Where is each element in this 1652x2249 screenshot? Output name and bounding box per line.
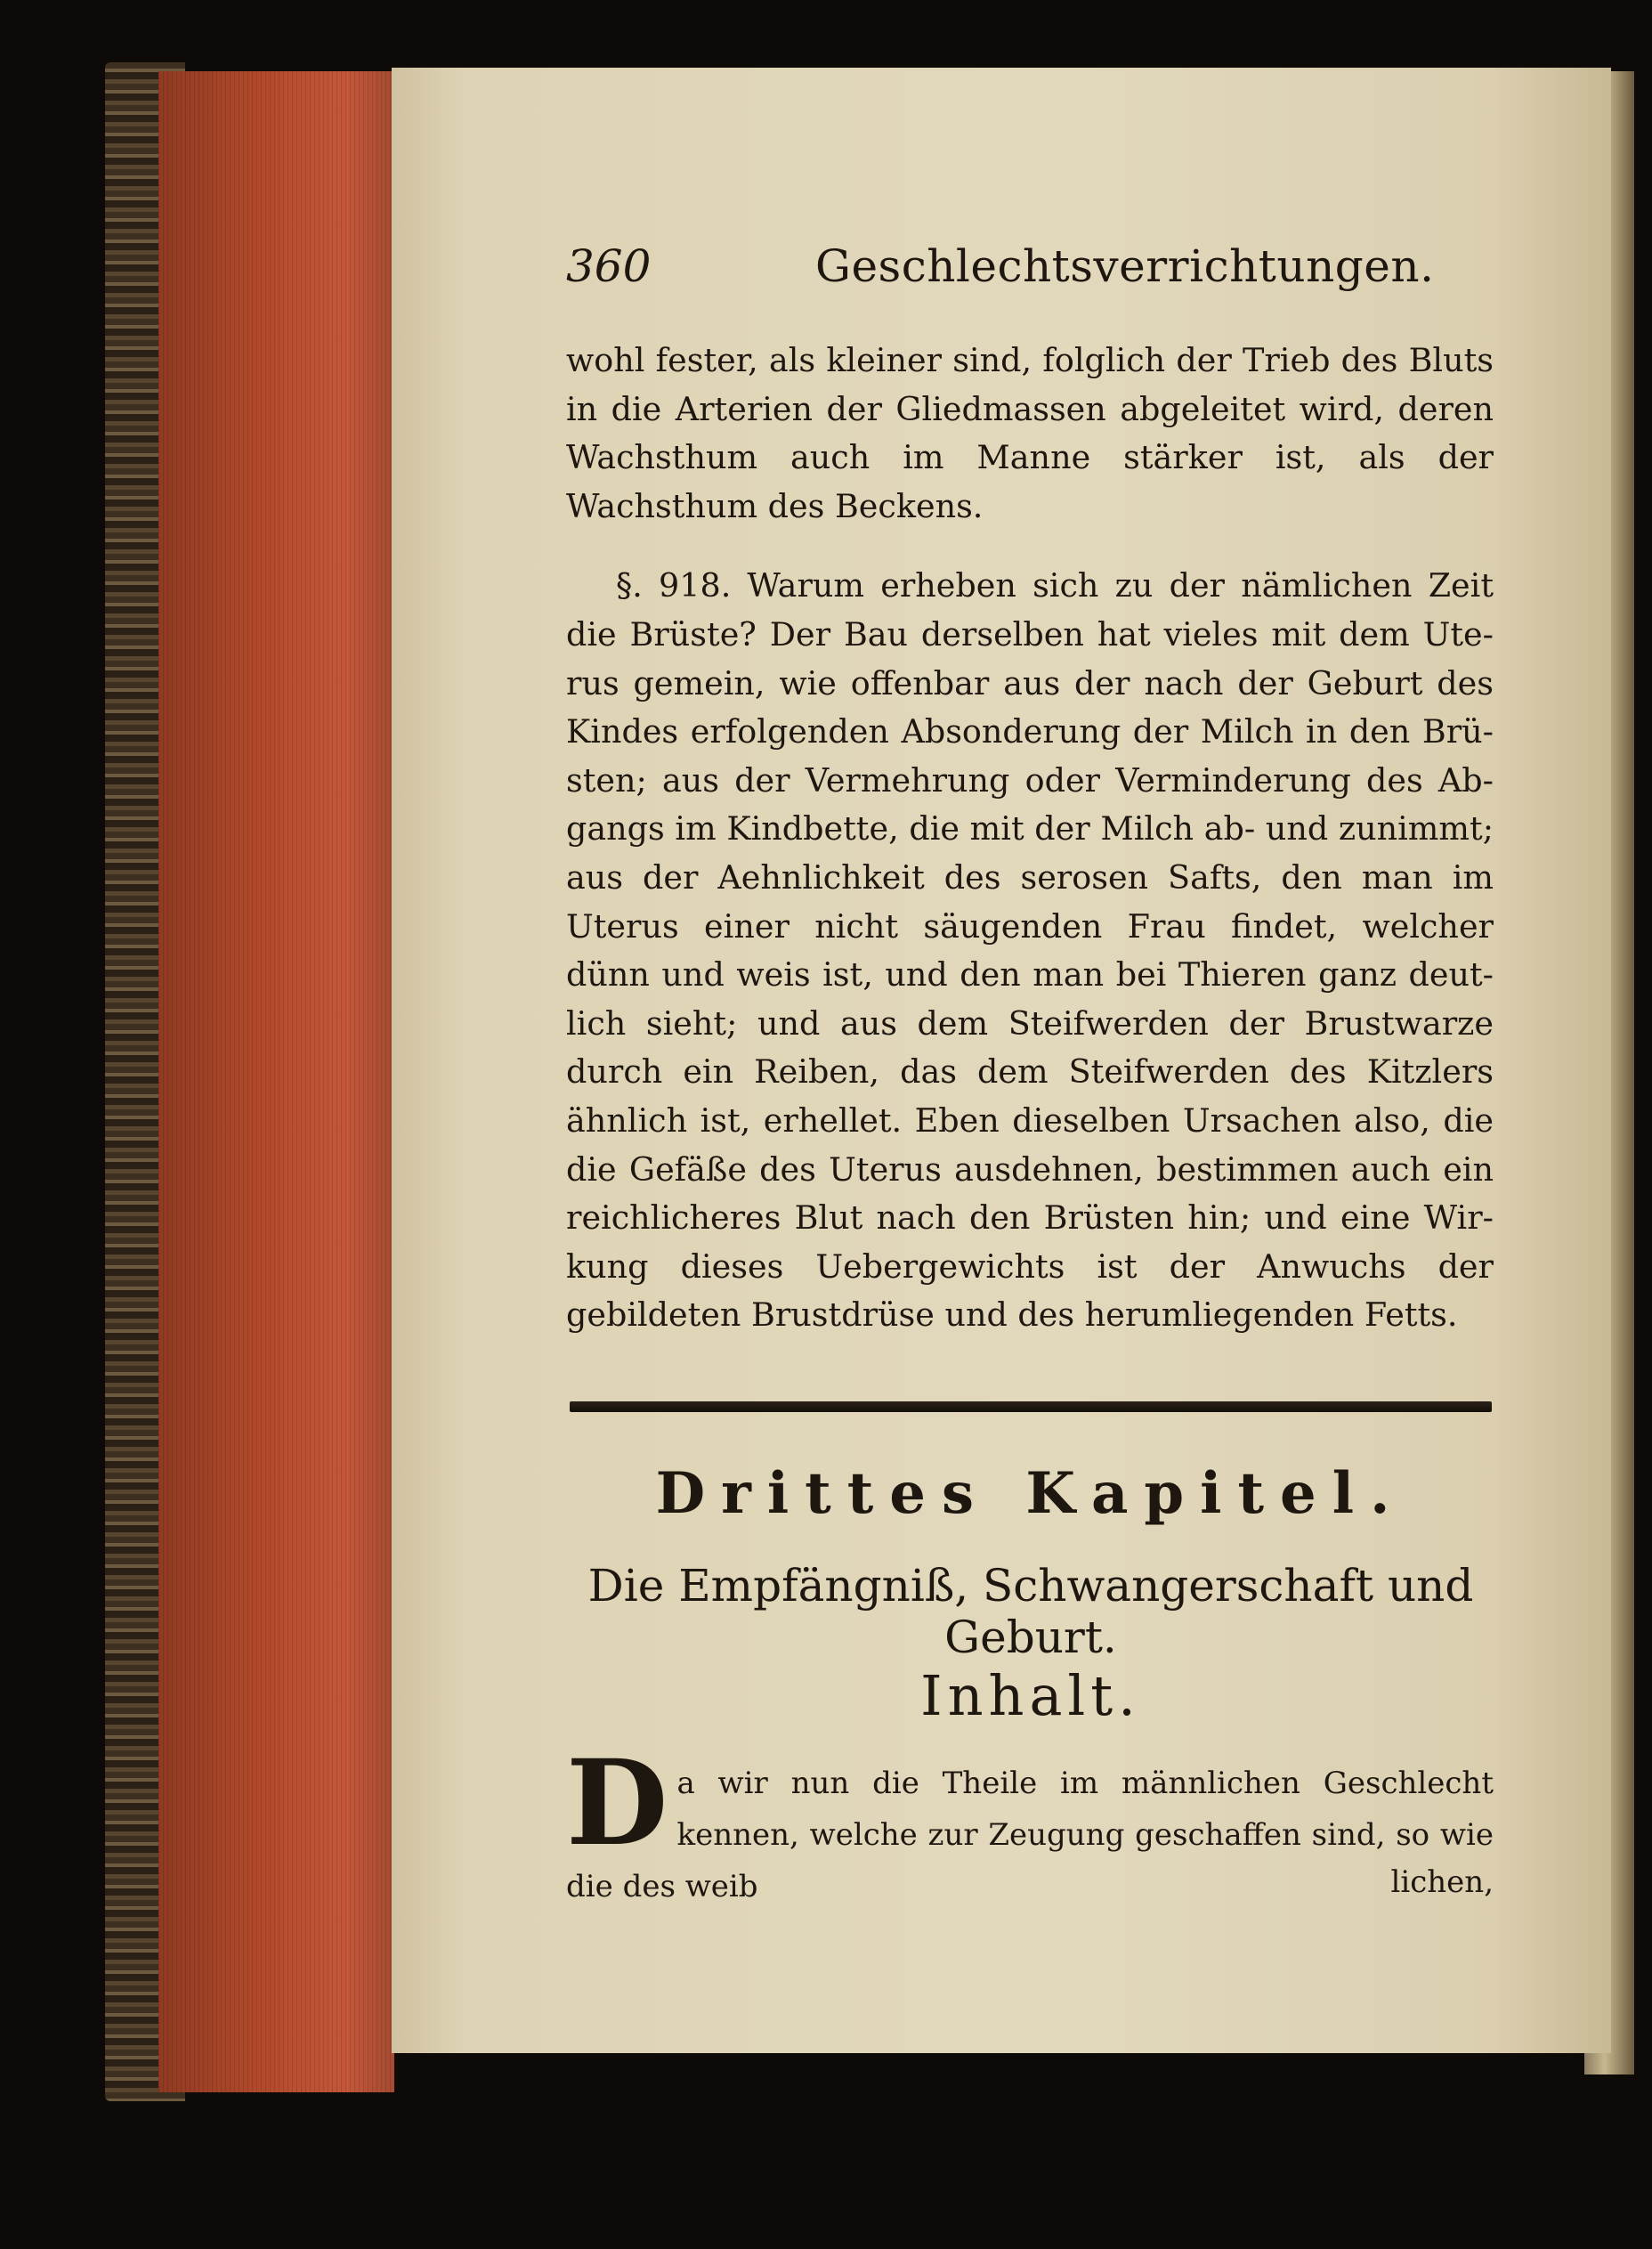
running-head xyxy=(566,240,1501,299)
page-number: 360 xyxy=(566,240,652,292)
running-title: Geschlechtsverrichtungen. xyxy=(815,240,1435,292)
paragraph-text: Warum erheben sich zu der nämlichen Zeit die Brüste? Der Bau derselben hat vieles mit dem Uterus gemein, wie offenbar aus der nach der Geburt des Kindes erfolgenden Absonderung der Milch in den Brüsten; aus der Vermehrung oder Verminderung des Abgangs im Kindbette, die mit der Milch ab- und zunimmt; aus der Aehnlichkeit des serosen Safts, den man im Uterus einer nicht säugenden Frau findet, welcher dünn und weis ist, und den man bei Thieren ganz deutlich sieht; und aus dem Steifwerden der Brustwarze durch ein Reiben, das dem Steifwerden des Kitzlers ähnlich ist, erhellet. Eben dieselben Ursachen also, die die Gefäße des Uterus ausdehnen, bestimmen auch ein reichlicheres Blut nach den Brüsten hin; und eine Wirkung dieses Uebergewichts ist der Anwuchs der gebildeten Brustdrüse und des herumliegenden Fetts. xyxy=(566,566,1494,1335)
paragraph-section-918 xyxy=(566,562,1494,1340)
page-block-edges xyxy=(158,71,394,2092)
contents-text: a wir nun die Theile im männlichen Geschlecht kennen, welche zur Zeugung geschaffen sind, so wie die des weib xyxy=(566,1766,1494,1904)
drop-cap: D xyxy=(566,1734,668,1872)
body-text xyxy=(566,337,1494,1340)
catchword-line: lichen, xyxy=(1390,1864,1494,1900)
chapter-title: Drittes Kapitel. xyxy=(655,1460,1406,1527)
chapter-subtitle: Die Empfängniß, Schwangerschaft und Geburt. xyxy=(587,1560,1474,1663)
chapter-divider-rule xyxy=(570,1401,1492,1412)
paragraph-continued: wohl fester, als kleiner sind, folglich der Trieb des Bluts in die Arterien der Gliedmassen abgeleitet wird, deren Wachsthum auch im Manne stärker ist, als der Wachsthum des Beckens. xyxy=(566,341,1494,525)
section-number: §. 918. xyxy=(616,566,732,605)
contents-heading: Inhalt. xyxy=(920,1663,1141,1728)
